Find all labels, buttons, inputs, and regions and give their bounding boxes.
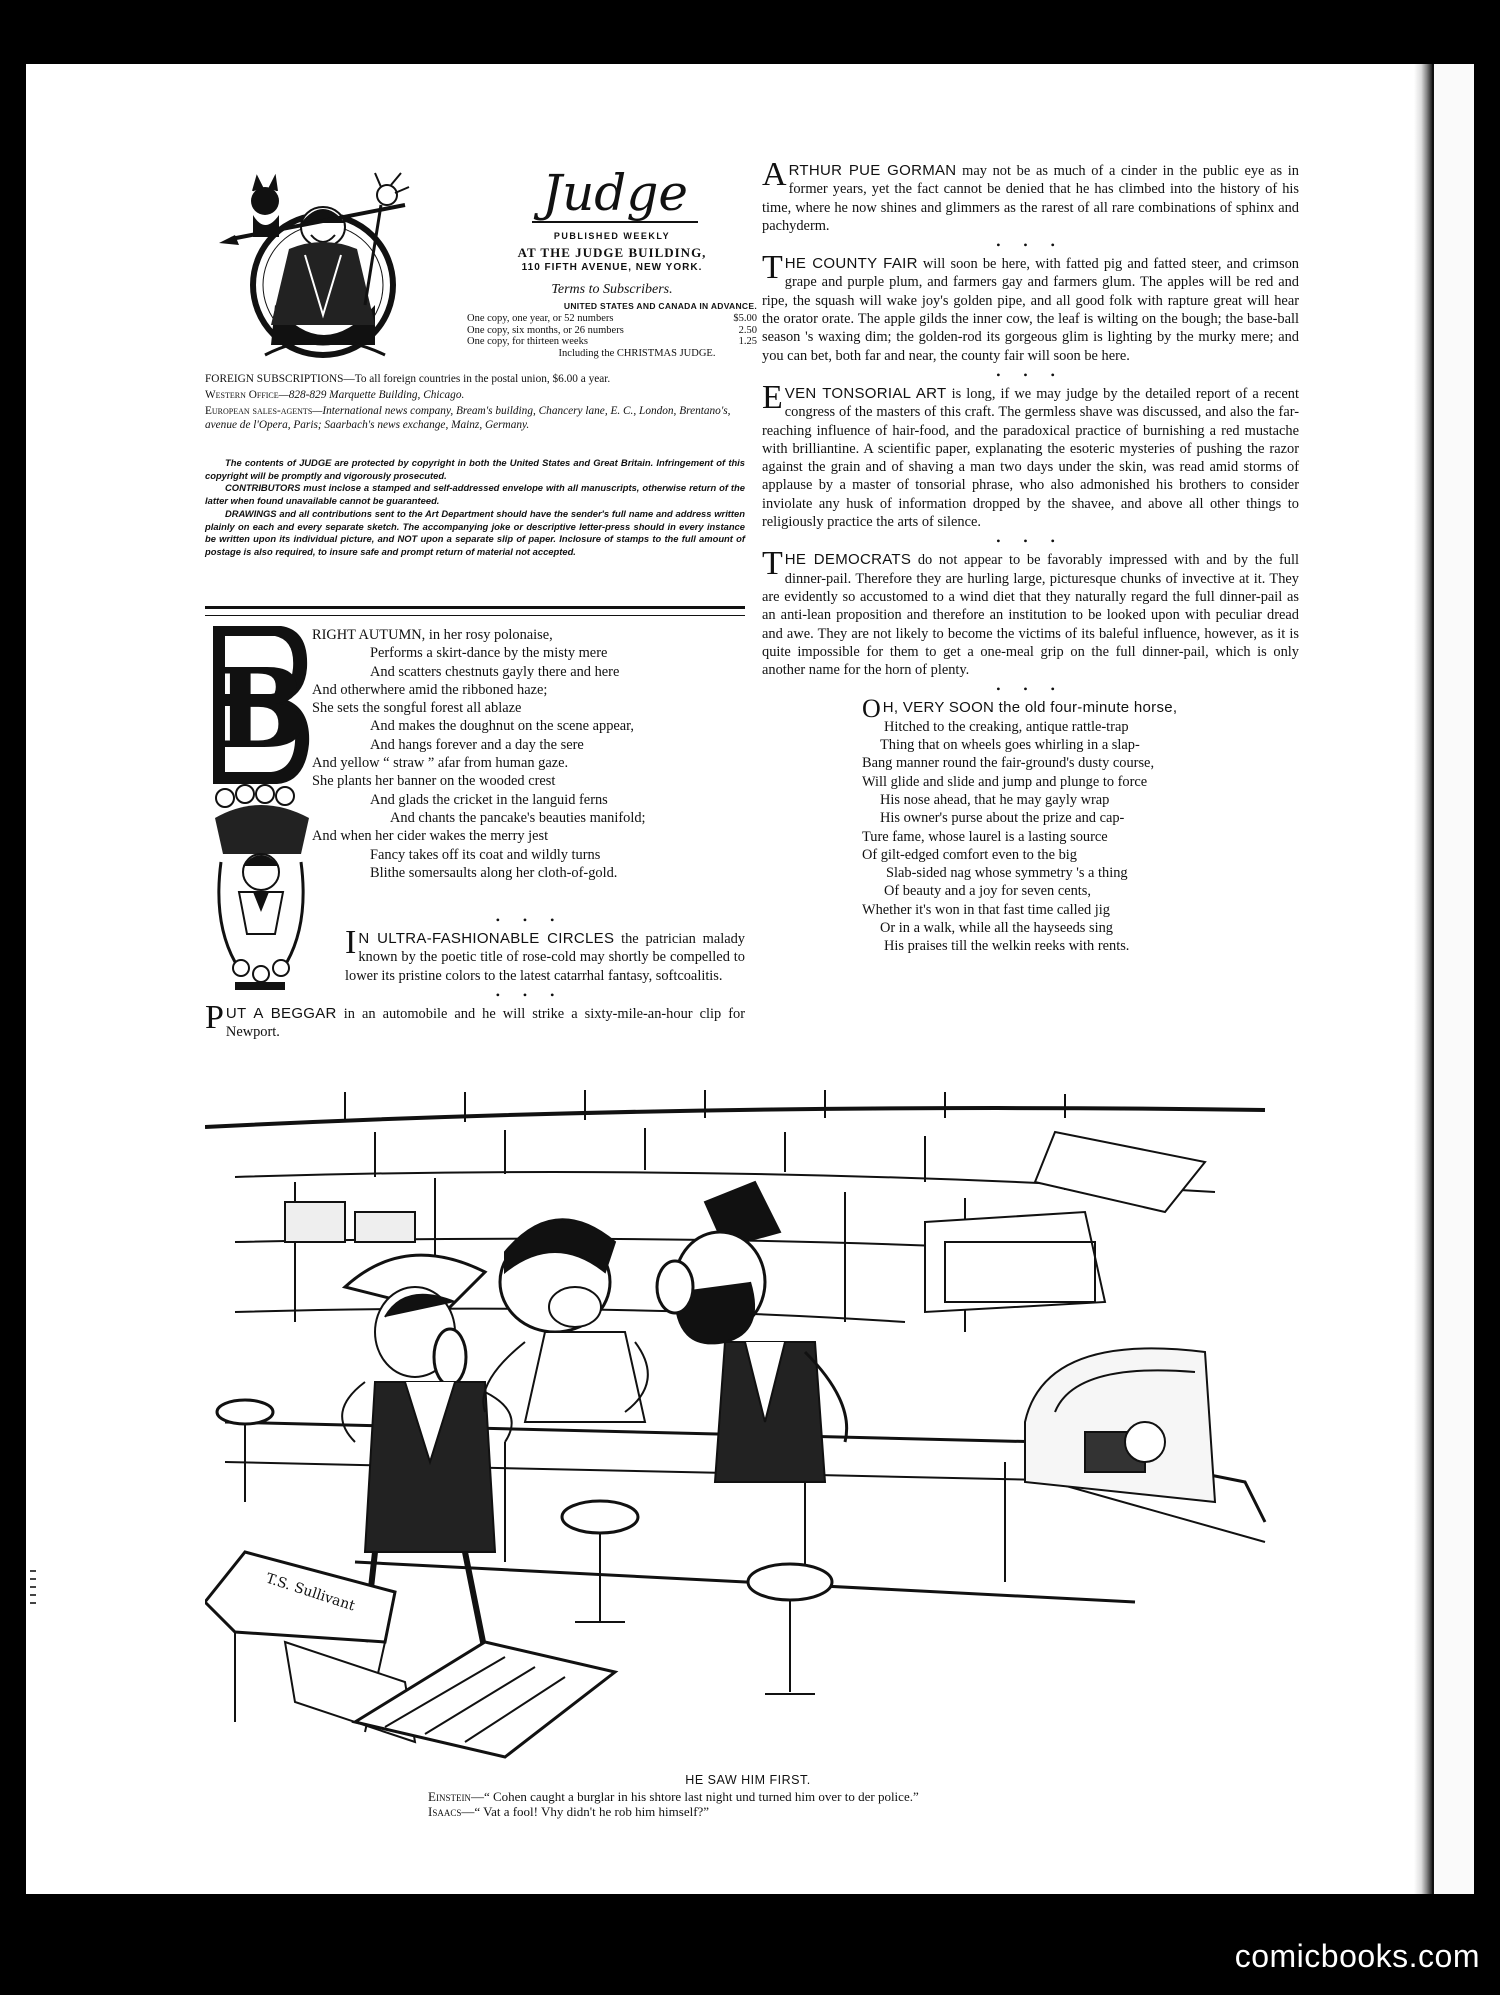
poem-line: Bang manner round the fair-ground's dusty course,	[862, 755, 1155, 772]
address: 110 FIFTH AVENUE, NEW YORK.	[521, 262, 703, 273]
right-column	[762, 156, 1300, 956]
separator: • • •	[996, 238, 1065, 253]
copyright-notices	[205, 457, 745, 559]
poem-line: Fancy takes off its coat and wildly turns	[370, 846, 601, 863]
initial-letter: B	[214, 644, 308, 773]
separator: • • •	[495, 913, 565, 927]
page-gutter	[1414, 64, 1432, 1894]
poem-line: Performs a skirt-dance by the misty mere	[370, 645, 608, 662]
poem-line: His owner's purse about the prize and cap-	[880, 810, 1125, 827]
rate-row: One copy, one year, or 52 numbers $5.00	[467, 313, 757, 324]
subscription-rates	[467, 313, 757, 359]
poem-line: Slab-sided nag whose symmetry 's a thing	[886, 865, 1128, 882]
published-weekly: PUBLISHED WEEKLY	[553, 231, 671, 241]
caption-title: HE SAW HIM FIRST.	[685, 1773, 811, 1787]
rate-row: One copy, six months, or 26 numbers 2.50	[467, 324, 757, 336]
masthead-title: Judge	[485, 165, 745, 223]
contributors-notice: CONTRIBUTORS must inclose a stamped and self-addressed envelope with all manuscripts, otherwise return of the latter when found unavailable cannot be guaranteed.	[205, 482, 745, 507]
poem-line: She plants her banner on the wooded crest	[312, 773, 556, 790]
western-office: Western Office—828-829 Marquette Building, Chicago.	[205, 389, 465, 401]
foreign-subscriptions: FOREIGN SUBSCRIPTIONS—To all foreign countries in the postal union, $6.00 a year.	[205, 373, 611, 385]
paragraph-gorman: ARTHUR PUE GORMAN may not be as much of a cinder in the public eye as in former years, yet the fact cannot be denied that he has climbed into the history of his time, where he now shines and glimmers as the rarest of all rare combinations of sphinx and pachyderm.	[762, 156, 1299, 234]
poem-line: And hangs forever and a day the sere	[370, 736, 584, 753]
rate-row: One copy, for thirteen weeks 1.25	[467, 336, 757, 347]
poem-line: And yellow “ straw ” afar from human gaze.	[312, 755, 569, 772]
masthead	[205, 164, 757, 370]
copyright-notice: The contents of JUDGE are protected by copyright in both the United States and Great Britain. Infringement of this copyright will be promptly and vigorously prosecuted.	[205, 457, 745, 481]
poem-line: And otherwhere amid the ribboned haze;	[312, 681, 548, 698]
caption-line-einstein: Einstein—“ Cohen caught a burglar in his shtore last night und turned him over to der police.”	[428, 1788, 919, 1804]
paragraph-fashionable: I N ULTRA-FASHIONABLE CIRCLES the patrician malady known by the poetic title of rose-cold may shortly be compelled to lower its pristine colors to the latest catarrhal fantasy, softcoalitis.	[345, 924, 745, 984]
terms-heading: Terms to Subscribers.	[551, 282, 673, 297]
poem-line: And glads the cricket in the languid ferns	[370, 791, 608, 808]
poem-line: And makes the doughnut on the scene appear,	[370, 718, 634, 735]
poem-line: And scatters chestnuts gayly there and here	[370, 663, 620, 680]
autumn-poem	[312, 626, 752, 882]
poem-line: His praises till the welkin reeks with rents.	[884, 938, 1130, 955]
poem-line: She sets the songful forest all ablaze	[312, 700, 522, 717]
european-agents: European sales-agents—International news company, Bream's building, Chancery lane, E. C., London, Brentano's, avenue de l'Opera, Paris; Saarbach's news exchange, Mainz, Germany.	[205, 405, 731, 431]
facing-page-edge	[1432, 64, 1474, 1894]
poem-line: Ture fame, whose laurel is a lasting source	[862, 828, 1108, 845]
paragraph-democrats: THE DEMOCRATS do not appear to be favorably impressed with and by the full dinner-pail. Therefore they are hurling large, picturesque chunks of invective at it. They are evidently so accustomed to a wind diet that they naturally regard the full dinner-pail as an anti-lean proposition and therefore an institution to be looked upon with peculiar dread and awe. They are not likely to become the victims of its baleful influence, however, as it is quite impossible for them to get a one-meal grip on the full dinner-pail, which is only another name for the horn of plenty.	[762, 545, 1299, 679]
poem-line: Of beauty and a joy for seven cents,	[884, 883, 1091, 900]
us-canada-heading: UNITED STATES AND CANADA IN ADVANCE.	[563, 301, 757, 311]
poem-line: Thing that on wheels goes whirling in a slap-	[880, 737, 1140, 754]
site-watermark: comicbooks.com	[1234, 1938, 1480, 1974]
poem-line: His nose ahead, that he may gayly wrap	[880, 791, 1110, 808]
christmas-note: Including the CHRISTMAS JUDGE.	[558, 347, 716, 359]
separator: • • •	[996, 367, 1065, 382]
paragraph-tonsorial: EVEN TONSORIAL ART is long, if we may judge by the detailed report of a recent congress of the masters of this craft. The germless shave was discussed, and also the far-reaching influence of hair-food, and the paradoxical practice of burnishing a red mustache with brilliantine. A scientific paper, explanating the esoteric mysteries of pushing the razor against the grain and of shaving a man two days under the skin, was read amid storms of applause by a master of tonsorial phrase, who also admonished his brothers to consider inviolate any husk of information dropped by the shavee, and above all other things to religiously practice the arts of silence.	[762, 378, 1299, 531]
paragraph-county-fair: THE COUNTY FAIR will soon be here, with fatted pig and fatted steer, and crimson grape and purple plum, and farmers gay and farmers glum. The apples will be red and ripe, the squash will wake joy's golden pipe, and all good folk with rapture great will hear the orator orate. The apple gilds the inner cow, the leaf is wilting on the bough; the base-ball season 's waxing dim; the golden-rod its gorgeous glim is lighting by the murky mere; and you can bet, both far and near, the county fair will soon be here.	[762, 249, 1300, 364]
subscription-info	[205, 372, 745, 434]
judge-logo-illustration	[205, 165, 445, 365]
cartoon-illustration	[205, 1082, 1297, 1767]
poem-line: Will glide and slide and jump and plunge to force	[862, 773, 1148, 790]
margin-marks	[30, 1570, 36, 1610]
poem-line: Whether it's won in that fast time called jig	[862, 901, 1110, 918]
poem-line: RIGHT AUTUMN, in her rosy polonaise,	[312, 627, 553, 643]
poem-line: Of gilt-edged comfort even to the big	[862, 846, 1077, 863]
judge-building: AT THE JUDGE BUILDING,	[517, 245, 707, 260]
cartoon-caption	[428, 1773, 1068, 1820]
separator: • • •	[996, 682, 1065, 697]
poem-line: Blithe somersaults along her cloth-of-gold.	[370, 864, 618, 881]
drawings-notice: DRAWINGS and all contributions sent to the Art Department should have the sender's full name and address written plainly on each and every separate sketch. The accompanying joke or descriptive letter-press should in every instance be written upon its individual picture, and NOT upon a separate slip of paper. Inclosure of stamps to the full amount of postage is also required, to insure safe and prompt return of material not accepted.	[205, 507, 745, 557]
horse-poem	[762, 694, 1299, 955]
artist-signature: T.S. Sullivant	[263, 1570, 357, 1615]
separator: • • •	[495, 987, 565, 1002]
separator: • • •	[996, 534, 1065, 549]
poem-line: O H, VERY SOON the old four-minute horse,	[862, 694, 1178, 724]
poem-line: And chants the pancake's beauties manifold;	[390, 809, 646, 826]
poem-line: Or in a walk, while all the hayseeds sing	[880, 919, 1113, 936]
paragraph-beggar: PUT A BEGGAR in an automobile and he will strike a sixty-mile-an-hour clip for Newport.	[205, 998, 745, 1041]
left-column-paragraphs	[205, 910, 745, 1041]
poem-line: And when her cider wakes the merry jest	[312, 828, 549, 845]
section-rule	[205, 606, 745, 616]
caption-line-isaacs: Isaacs—“ Vat a fool! Vhy didn't he rob him himself?”	[428, 1804, 710, 1819]
poem-line: Hitched to the creaking, antique rattle-trap	[884, 718, 1129, 735]
